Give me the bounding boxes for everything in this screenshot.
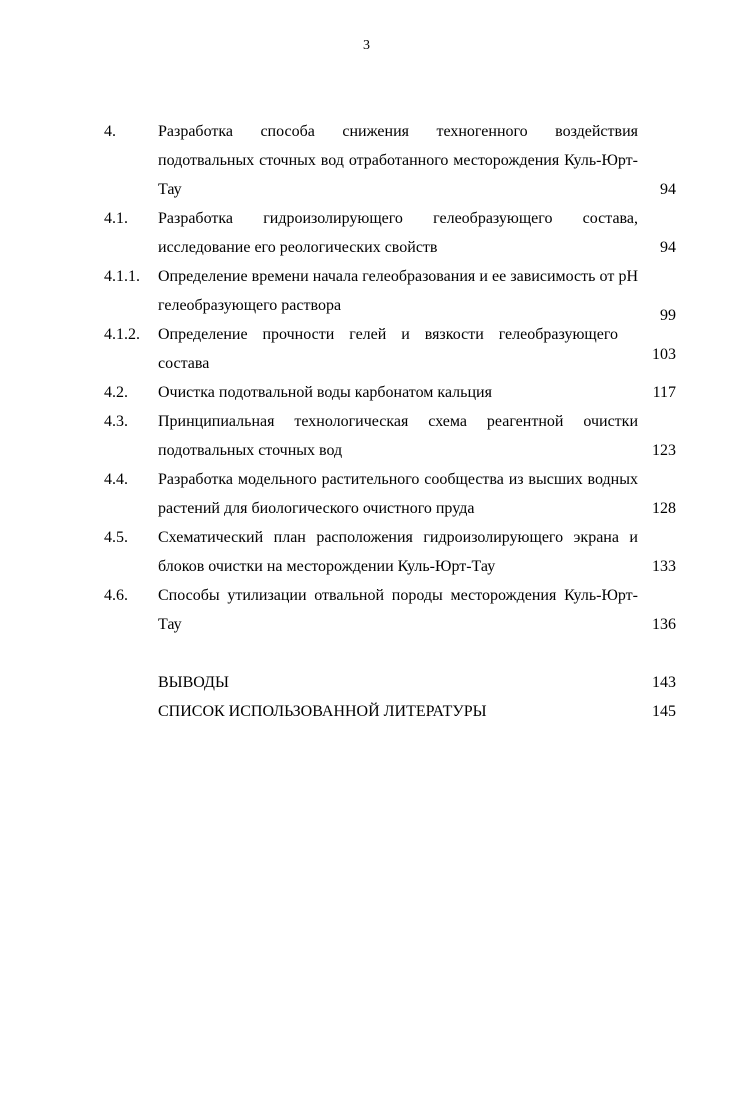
toc-references-page: 145 xyxy=(652,703,676,720)
toc-entry-title: Способы утилизации отвальной породы месторождения Куль-Юрт-Тау xyxy=(158,587,638,633)
toc-entry-title: Определение времени начала гелеобразования и ее зависимость от pH гелеобразующего раствора xyxy=(158,268,638,314)
toc-entry-page: 103 xyxy=(652,346,676,363)
toc-conclusions-page: 143 xyxy=(652,674,676,691)
toc-entry-title: Очистка подотвальной воды карбонатом кальция xyxy=(158,384,492,401)
toc-entry-number: 4. xyxy=(104,123,116,140)
toc-entry-page: 94 xyxy=(660,181,676,198)
toc-entry-number: 4.1.1. xyxy=(104,268,140,285)
toc-entry-title: Разработка гидроизолирующего гелеобразующего состава, исследование его реологических свойств xyxy=(158,210,638,256)
toc-entry-number: 4.6. xyxy=(104,587,128,604)
toc-entry-number: 4.4. xyxy=(104,471,128,488)
toc-entry-page: 99 xyxy=(660,307,676,324)
toc-entry-page: 117 xyxy=(652,384,676,401)
toc-conclusions-title: ВЫВОДЫ xyxy=(158,674,229,691)
toc-entry-page: 133 xyxy=(652,558,676,575)
toc-entry-page: 128 xyxy=(652,500,676,517)
toc-entry-title: Разработка модельного растительного сообщества из высших водных растений для биологического очистного пруда xyxy=(158,471,638,517)
toc-entry-number: 4.2. xyxy=(104,384,128,401)
toc-entry-title: Определение прочности гелей и вязкости гелеобразующего состава xyxy=(158,326,618,372)
toc-entry-page: 136 xyxy=(652,616,676,633)
toc-entry-number: 4.1.2. xyxy=(104,326,140,343)
toc-entry-number: 4.1. xyxy=(104,210,128,227)
toc-entry-title: Разработка способа снижения техногенного воздействия подотвальных сточных вод отработанного месторождения Куль-Юрт-Тау xyxy=(158,123,638,198)
toc-entry-page: 94 xyxy=(660,239,676,256)
toc-entry-page: 123 xyxy=(652,442,676,459)
toc-entry-number: 4.5. xyxy=(104,529,128,546)
toc-entry-title: Принципиальная технологическая схема реагентной очистки подотвальных сточных вод xyxy=(158,413,638,459)
toc-entry-number: 4.3. xyxy=(104,413,128,430)
toc-entry-title: Схематический план расположения гидроизолирующего экрана и блоков очистки на месторождении Куль-Юрт-Тау xyxy=(158,529,638,575)
page-number: 3 xyxy=(363,38,370,53)
toc-references-title: СПИСОК ИСПОЛЬЗОВАННОЙ ЛИТЕРАТУРЫ xyxy=(158,703,487,720)
